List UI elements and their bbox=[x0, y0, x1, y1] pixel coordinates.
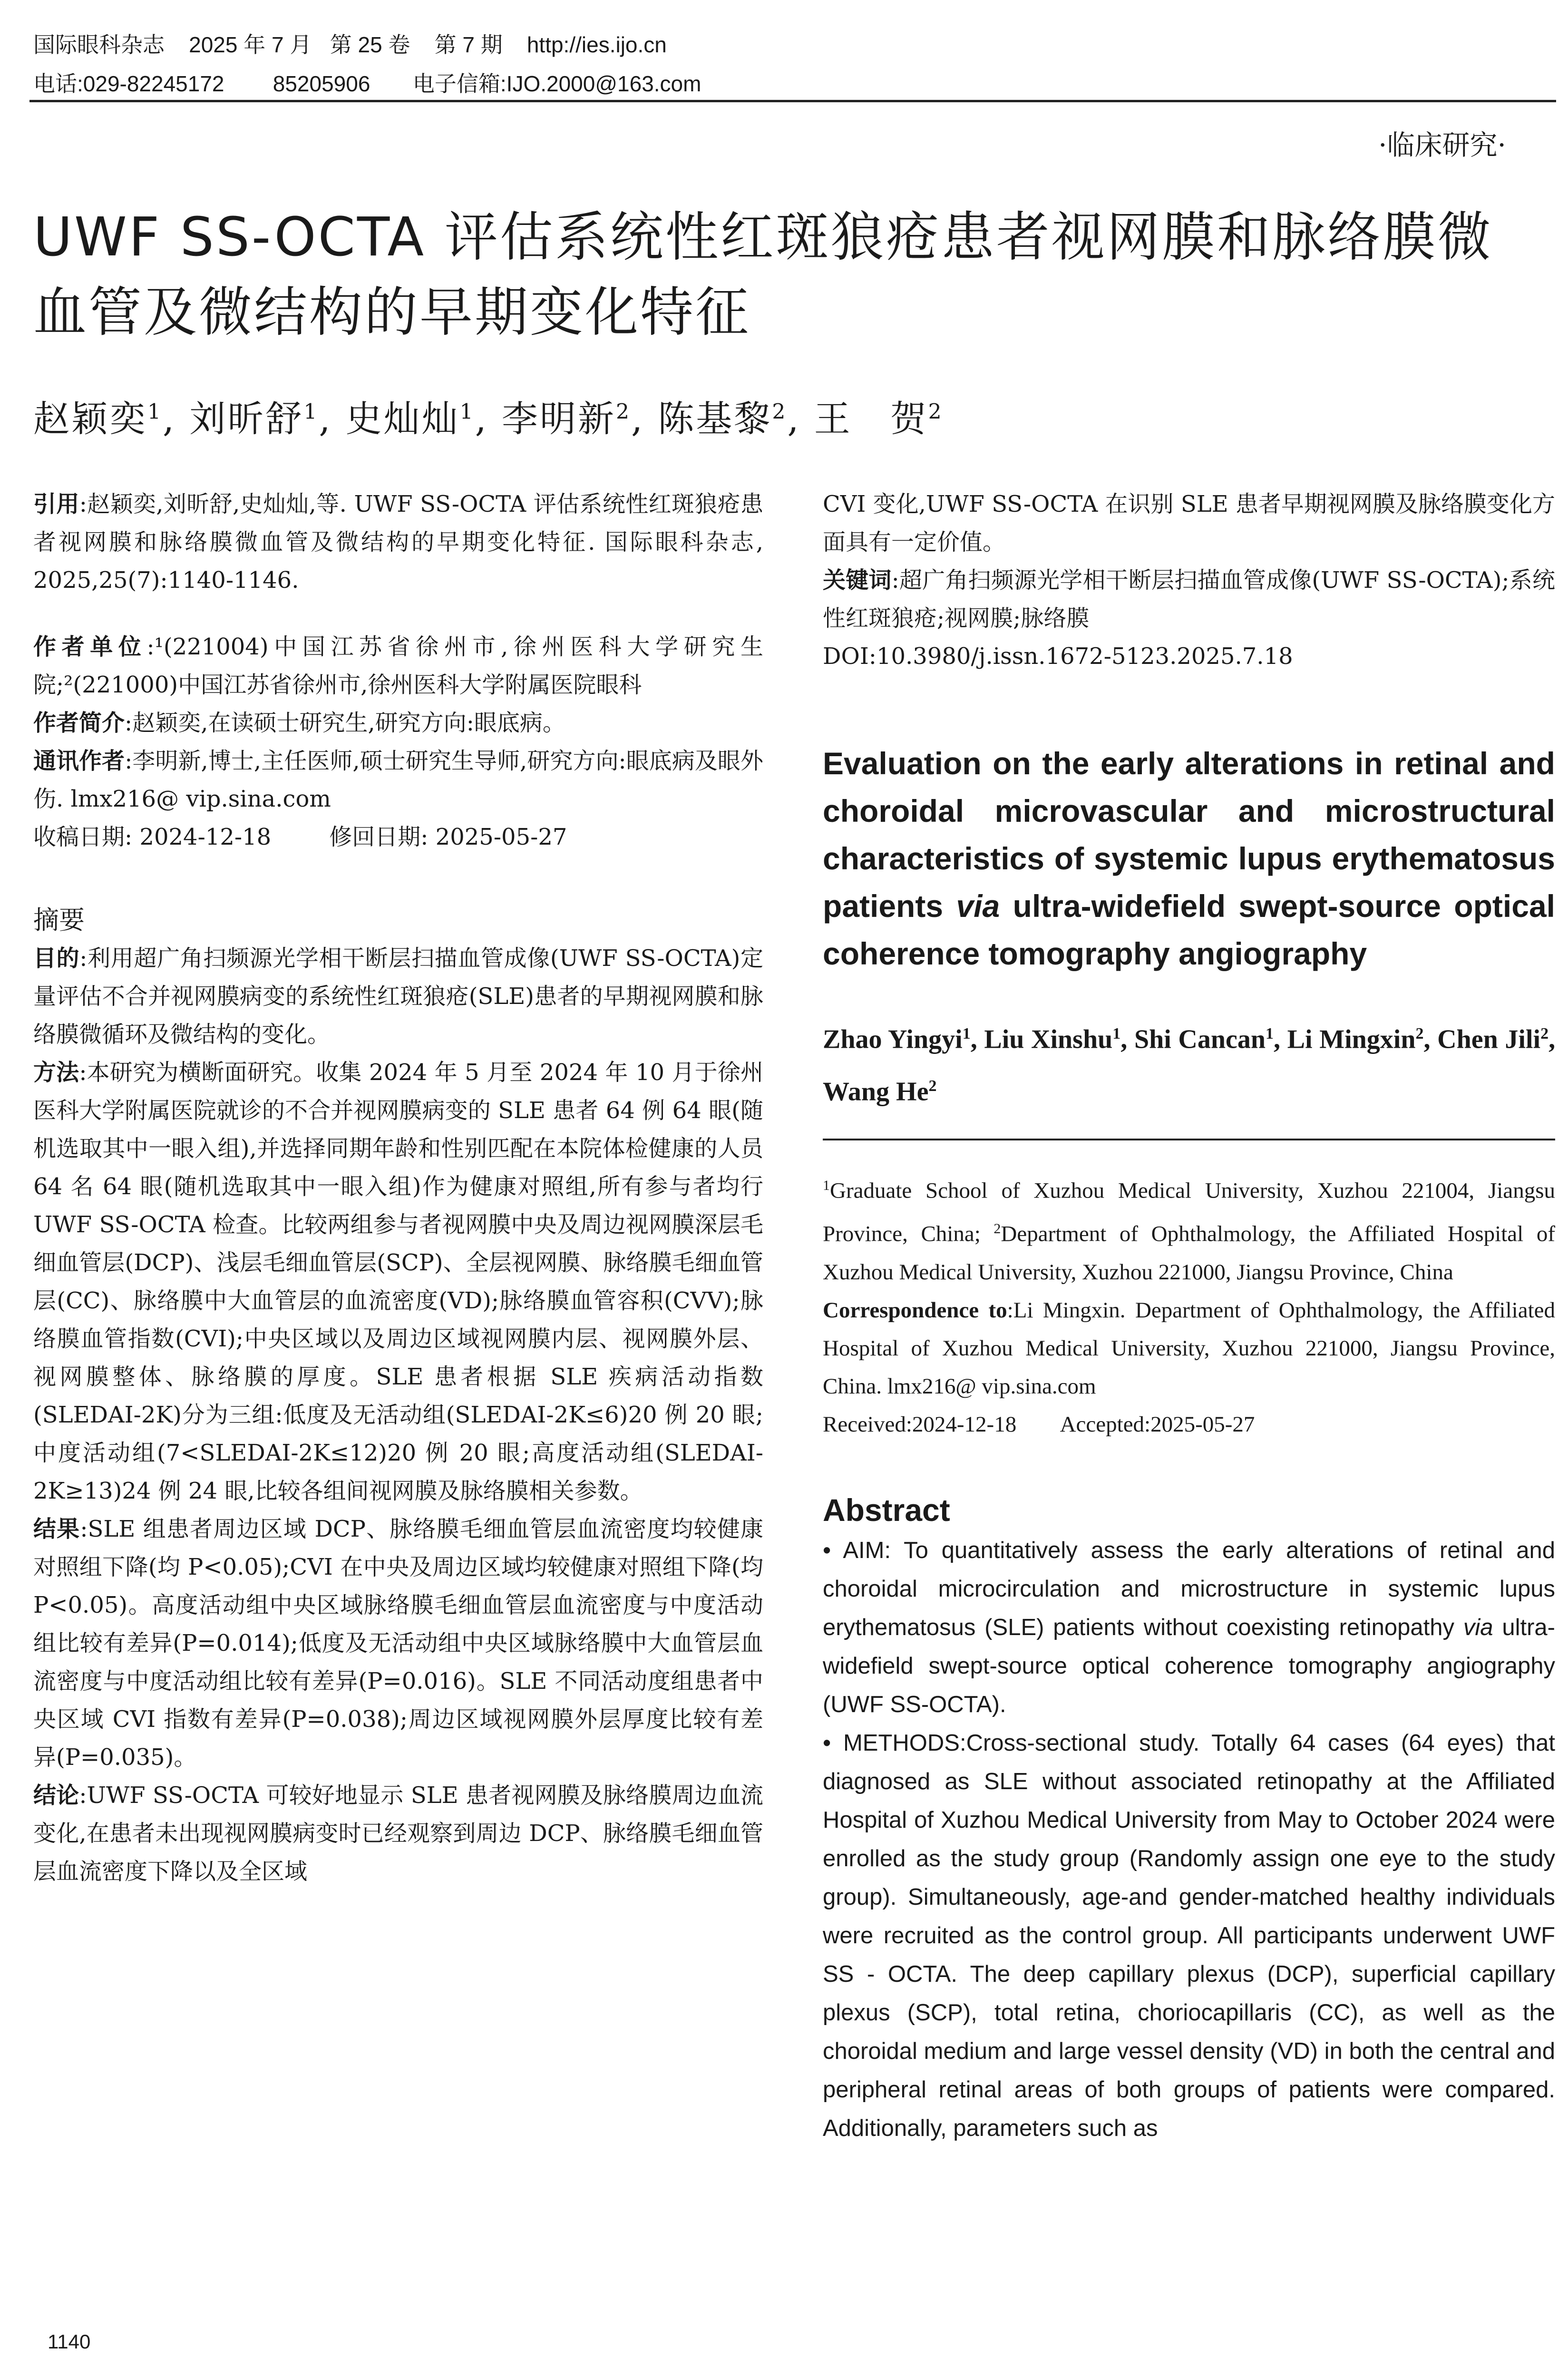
author-name: 王 贺 bbox=[814, 398, 928, 440]
journal-header-line1: 国际眼科杂志 2025 年 7 月 第 25 卷 第 7 期 http://ies.ijo.cn bbox=[33, 32, 667, 57]
dates-cn: 收稿日期: 2024-12-18 修回日期: 2025-05-27 bbox=[33, 824, 567, 850]
affiliation-cn: 作者单位:¹(221004)中国江苏省徐州市,徐州医科大学研究生院;²(221000)中国江苏省徐州市,徐州医科大学附属医院眼科 bbox=[33, 633, 763, 698]
right-column bbox=[823, 485, 1555, 2148]
article-title-en: Evaluation on the early alterations in retinal and choroidal microvascular and microstructural characteristics of systemic lupus erythematosus patients via ultra-widefield swept-source optical coherence tomography angiography bbox=[823, 746, 1555, 971]
aim-cn: 目的:利用超广角扫频源光学相干断层扫描血管成像(UWF SS-OCTA)定量评估不合并视网膜病变的系统性红斑狼疮(SLE)患者的早期视网膜和脉络膜微循环及微结构的变化。 bbox=[33, 945, 763, 1048]
methods-en: • METHODS:Cross-sectional study. Totally 64 cases (64 eyes) that diagnosed as SLE without associated retinopathy at the Affiliated Hospital of Xuzhou Medical University from May to October 2024 were enrolled as the study group (Randomly assign one eye to the study group). Simultaneously, age-and gender-matched healthy individuals were recruited as the control group. All participants underwent UWF SS - OCTA. The deep capillary plexus (DCP), superficial capillary plexus (SCP), total retina, choriocapillaris (CC), as well as the choroidal medium and large vessel density (VD) in both the central and peripheral retinal areas of both groups of patients were compared. Additionally, parameters such as bbox=[823, 1730, 1555, 2141]
author-name: 李明新 bbox=[501, 398, 616, 440]
left-column bbox=[33, 485, 763, 1890]
divider-rule bbox=[823, 1139, 1555, 1167]
abstract-heading-en: Abstract bbox=[823, 1492, 950, 1528]
author-list-cn: 赵颖奕$^1$, 刘昕舒$^1$, 史灿灿$^1$, 李明新$^2$, 陈基黎$^2$, 王 贺$^2$ bbox=[33, 398, 944, 440]
conclusion-cn: 结论:UWF SS-OCTA 可较好地显示 SLE 患者视网膜及脉络膜周边血流变化,在患者未出现视网膜病变时已经观察到周边 DCP、脉络膜毛细血管层血流密度下降以及全区域 bbox=[33, 1782, 763, 1885]
affiliation-en: $^1$Graduate School of Xuzhou Medical University, Xuzhou 221004, Jiangsu Province, China; $^2$Department of Ophthalmology, the Affiliated Hospital of Xuzhou Medical University, Xuzhou 221000, Jiangsu Province, China bbox=[823, 1178, 1555, 1285]
article-title-cn: UWF SS-OCTA 评估系统性红斑狼疮患者视网膜和脉络膜微血管及微结构的早期变化特征 bbox=[33, 206, 1493, 343]
author-list-en: Zhao Yingyi$^1$, Liu Xinshu$^1$, Shi Cancan$^1$, Li Mingxin$^2$, Chen Jili$^2$, Wang He$^2$ bbox=[823, 1024, 1556, 1107]
page-number: 1140 bbox=[48, 2330, 91, 2353]
conclusion-cn-continued: CVI 变化,UWF SS-OCTA 在识别 SLE 患者早期视网膜及脉络膜变化方面具有一定价值。 bbox=[823, 491, 1555, 555]
dates-en: Received:2024-12-18 Accepted:2025-05-27 bbox=[823, 1412, 1255, 1437]
header-rule bbox=[29, 100, 1556, 102]
abstract-heading-cn: 摘要 bbox=[33, 905, 85, 935]
keywords-cn: 关键词:超广角扫频源光学相干断层扫描血管成像(UWF SS-OCTA);系统性红斑狼疮;视网膜;脉络膜 bbox=[823, 567, 1555, 632]
author-name: 刘昕舒 bbox=[189, 398, 304, 440]
journal-header-line2: 电话:029-82245172 85205906 电子信箱:IJO.2000@163.com bbox=[33, 71, 701, 96]
author-name: 史灿灿 bbox=[345, 398, 460, 440]
methods-cn: 方法:本研究为横断面研究。收集 2024 年 5 月至 2024 年 10 月于徐州医科大学附属医院就诊的不合并视网膜病变的 SLE 患者 64 例 64 眼(随机选取其中一眼入组),并选择同期年龄和性别匹配在本院体检健康的人员 64 名 64 眼(随机选取其中一眼入组)作为健康对照组,所有参与者均行 UWF SS-OCTA 检查。比较两组参与者视网膜中央及周边视网膜深层毛细血管层(DCP)、浅层毛细血管层(SCP)、全层视网膜、脉络膜毛细血管层(CC)、脉络膜中大血管层的血流密度(VD);脉络膜血管容积(CVV);脉络膜血管指数(CVI);中央区域以及周边区域视网膜内层、视网膜外层、视网膜整体、脉络膜的厚度。SLE 患者根据 SLE 疾病活动指数(SLEDAI-2K)分为三组:低度及无活动组(SLEDAI-2K≤6)20 例 20 眼;中度活动组(7<SLEDAI-2K≤12)20 例 20 眼;高度活动组(SLEDAI-2K≥13)24 例 24 眼,比较各组间视网膜及脉络膜相关参数。 bbox=[33, 1059, 763, 1504]
author-bio: 作者简介:赵颖奕,在读硕士研究生,研究方向:眼底病。 bbox=[33, 710, 565, 736]
corresponding-author: 通讯作者:李明新,博士,主任医师,硕士研究生导师,研究方向:眼底病及眼外伤. lmx216@ vip.sina.com bbox=[33, 748, 763, 812]
correspondence-en: Correspondence to:Li Mingxin. Department of Ophthalmology, the Affiliated Hospital of Xuzhou Medical University, Xuzhou 221000, Jiangsu Province, China. lmx216@ vip.sina.com bbox=[823, 1297, 1555, 1399]
doi: DOI:10.3980/j.issn.1672-5123.2025.7.18 bbox=[823, 643, 1293, 670]
author-name: 陈基黎 bbox=[658, 398, 772, 440]
author-name: 赵颖奕 bbox=[33, 398, 147, 440]
section-label: ·临床研究· bbox=[1378, 129, 1506, 161]
results-cn: 结果:SLE 组患者周边区域 DCP、脉络膜毛细血管层血流密度均较健康对照组下降(均 P<0.05);CVI 在中央及周边区域均较健康对照组下降(均 P<0.05)。高度活动组中央区域脉络膜毛细血管层血流密度与中度活动组比较有差异(P=0.014);低度及无活动组中央区域脉络膜中大血管层血流密度与中度活动组比较有差异(P=0.016)。SLE 不同活动度组患者中央区域 CVI 指数有差异(P=0.038);周边区域视网膜外层厚度比较有差异(P=0.035)。 bbox=[33, 1516, 763, 1771]
citation: 引用:赵颖奕,刘昕舒,史灿灿,等. UWF SS-OCTA 评估系统性红斑狼疮患者视网膜和脉络膜微血管及微结构的早期变化特征. 国际眼科杂志, 2025,25(7):1140-1146. bbox=[33, 491, 763, 594]
aim-en: • AIM: To quantitatively assess the early alterations of retinal and choroidal microcirculation and microstructure in systemic lupus erythematosus (SLE) patients without coexisting retinopathy via ultra-widefield swept-source optical coherence tomography angiography (UWF SS-OCTA). bbox=[823, 1537, 1555, 1717]
